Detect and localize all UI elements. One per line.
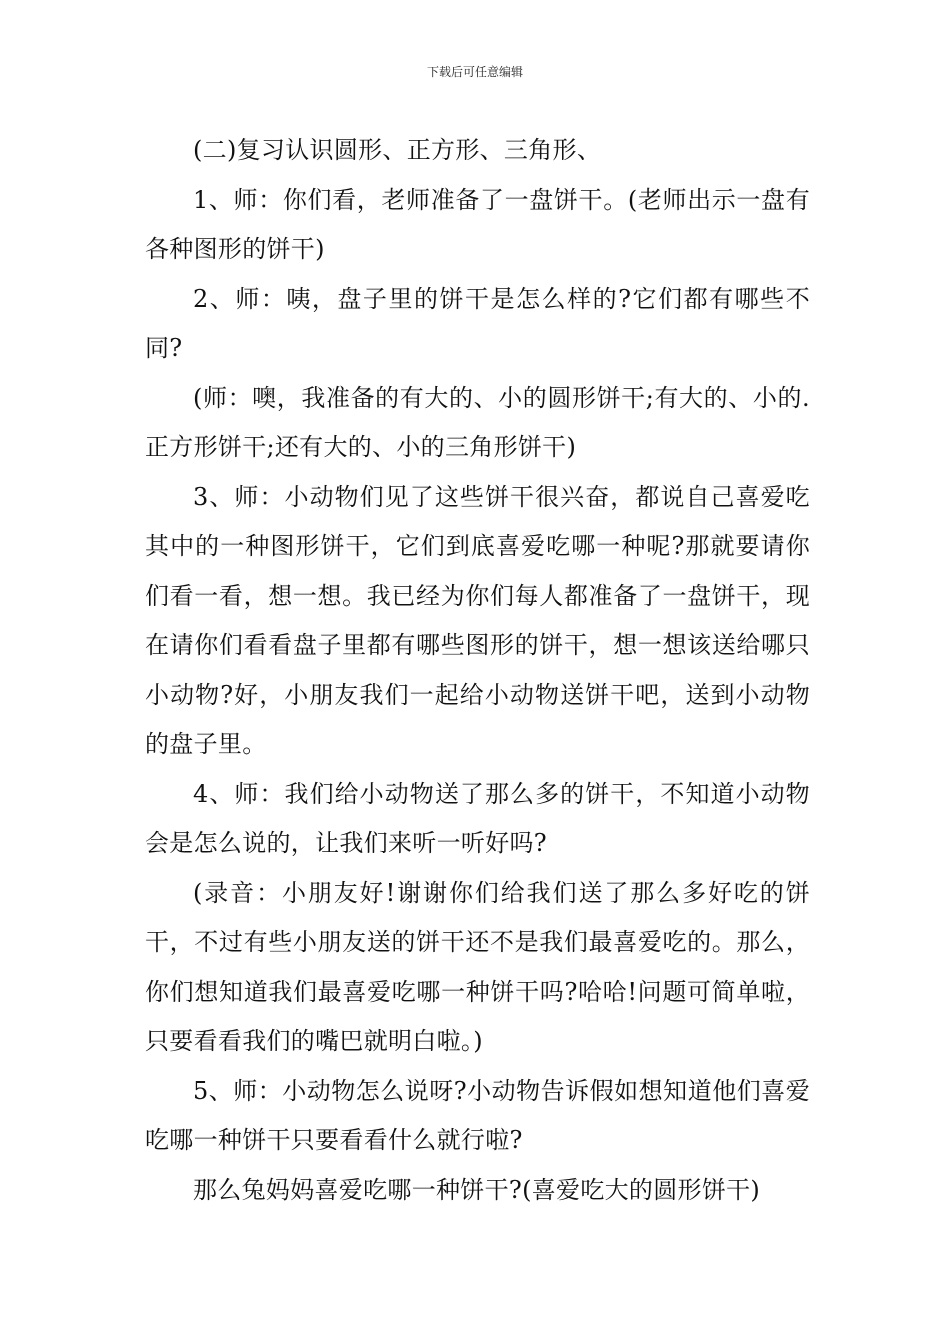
paragraph-teacher-note: (师：噢，我准备的有大的、小的圆形饼干;有大的、小的.正方形饼干;还有大的、小的三角形饼干)	[145, 383, 810, 461]
paragraph-recording: (录音：小朋友好!谢谢你们给我们送了那么多好吃的饼干，不过有些小朋友送的饼干还不是我们最喜爱吃的。那么，你们想知道我们最喜爱吃哪一种饼干吗?哈哈!问题可简单啦，只要看看我们的嘴巴就明白啦。)	[145, 878, 810, 1055]
document-body	[145, 126, 810, 1215]
paragraph-step-2: 2、师：咦，盘子里的饼干是怎么样的?它们都有哪些不同?	[145, 284, 810, 362]
paragraph-step-5: 5、师：小动物怎么说呀?小动物告诉假如想知道他们喜爱吃哪一种饼干只要看看什么就行啦?	[145, 1076, 810, 1154]
paragraph-section-heading: (二)复习认识圆形、正方形、三角形、	[193, 136, 602, 164]
paragraph-step-1: 1、师：你们看，老师准备了一盘饼干。(老师出示一盘有各种图形的饼干)	[145, 185, 810, 263]
page-header: 下载后可任意编辑	[426, 65, 523, 79]
paragraph-step-4: 4、师：我们给小动物送了那么多的饼干，不知道小动物会是怎么说的，让我们来听一听好吗?	[145, 779, 810, 857]
paragraph-rabbit-question: 那么兔妈妈喜爱吃哪一种饼干?(喜爱吃大的圆形饼干)	[193, 1175, 761, 1204]
paragraph-step-3: 3、师：小动物们见了这些饼干很兴奋，都说自己喜爱吃其中的一种图形饼干，它们到底喜爱吃哪一种呢?那就要请你们看一看，想一想。我已经为你们每人都准备了一盘饼干，现在请你们看看盘子里都有哪些图形的饼干，想一想该送给哪只小动物?好，小朋友我们一起给小动物送饼干吧，送到小动物的盘子里。	[145, 482, 810, 758]
